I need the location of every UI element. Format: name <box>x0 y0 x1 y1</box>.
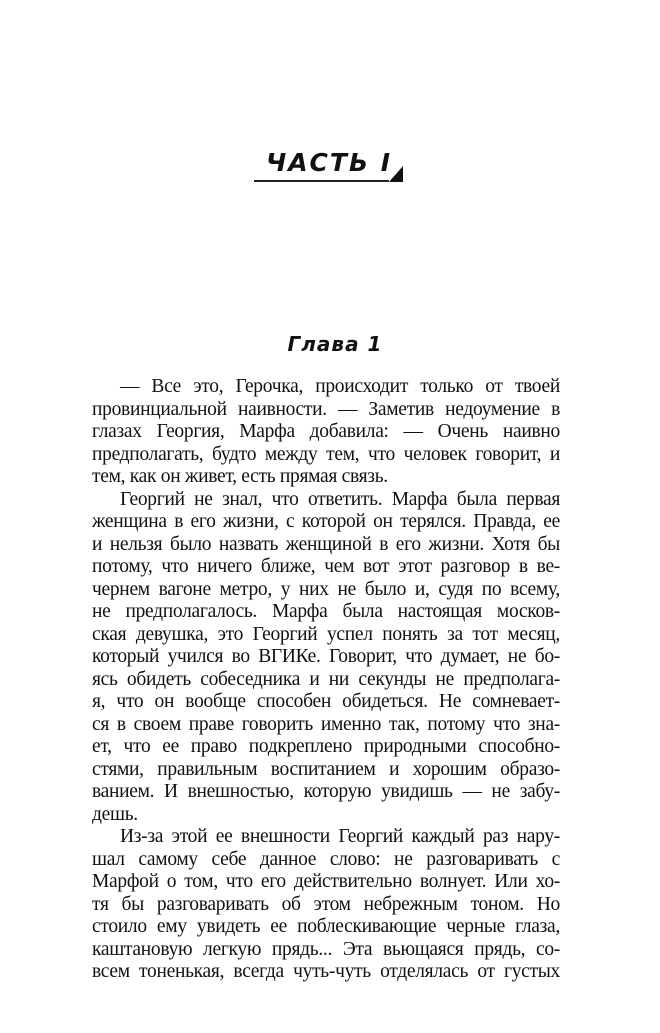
text-line: ся в своем праве говорить именно так, потому что зна- <box>92 713 560 735</box>
text-line: Георгий не знал, что ответить. Марфа была первая <box>120 488 560 510</box>
text-line: Из-за этой ее внешности Георгий каждый раз нару- <box>120 826 560 847</box>
text-line: тем, как он живет, есть прямая связь. <box>92 466 388 487</box>
text-line: — Все это, Герочка, происходит только от твоей <box>120 376 560 397</box>
text-line: стями, правильным воспитанием и хорошим образо- <box>92 758 560 780</box>
chapter-title: Глава 1 <box>287 332 383 356</box>
text-line: не предполагалось. Марфа была настоящая москов- <box>92 601 560 622</box>
text-line: потому, что ничего ближе, чем вот этот разговор в ве- <box>92 556 560 577</box>
text-line: предполагать, будто между тем, что человек говорит, и <box>92 443 560 465</box>
text-line: стоило ему увидеть ее поблескивающие черные глаза, <box>92 916 560 937</box>
text-line: чернем вагоне метро, у них не было и, судя по всему, <box>92 578 560 600</box>
text-line: Марфой о том, что его действительно волнует. Или хо- <box>92 871 560 892</box>
paragraph-1 <box>92 376 560 489</box>
text-line: шал самому себе данное слово: не разговаривать с <box>92 848 560 870</box>
text-line: каштановую легкую прядь... Эта вьющаяся прядь, со- <box>92 938 560 960</box>
text-line: и нельзя было назвать женщиной в его жизни. Хотя бы <box>92 533 560 555</box>
text-line: всем тоненькая, всегда чуть-чуть отделялась от густых <box>92 961 560 982</box>
part-title: ЧАСТЬ I <box>266 148 393 177</box>
text-line: ет, что ее право подкреплено природными способно- <box>92 736 560 757</box>
corner-triangle-icon <box>389 166 403 182</box>
text-line: который учился во ВГИКе. Говорит, что думает, не бо- <box>92 646 560 667</box>
paragraph-3 <box>92 826 560 984</box>
paragraph-2 <box>92 489 560 827</box>
part-heading <box>254 146 414 186</box>
text-line: женщина в его жизни, с которой он терялся. Правда, ее <box>92 511 560 532</box>
text-line: я, что он вообще способен обидеться. Не сомневает- <box>92 691 560 712</box>
text-line: ванием. И внешностью, которую увидишь — не забу- <box>92 781 560 802</box>
text-line: ская девушка, это Георгий успел понять за тот месяц, <box>92 623 560 645</box>
text-line: провинциальной наивности. — Заметив недоумение в <box>92 398 560 420</box>
text-line: ясь обидеть собеседника и ни секунды не предполага- <box>92 668 560 690</box>
text-line: тя бы разговаривать об этом небрежным тоном. Но <box>92 893 560 915</box>
part-underline <box>254 180 389 182</box>
text-line: дешь. <box>92 803 138 825</box>
text-line: глазах Георгия, Марфа добавила: — Очень наивно <box>92 421 560 442</box>
chapter-body <box>92 376 560 984</box>
